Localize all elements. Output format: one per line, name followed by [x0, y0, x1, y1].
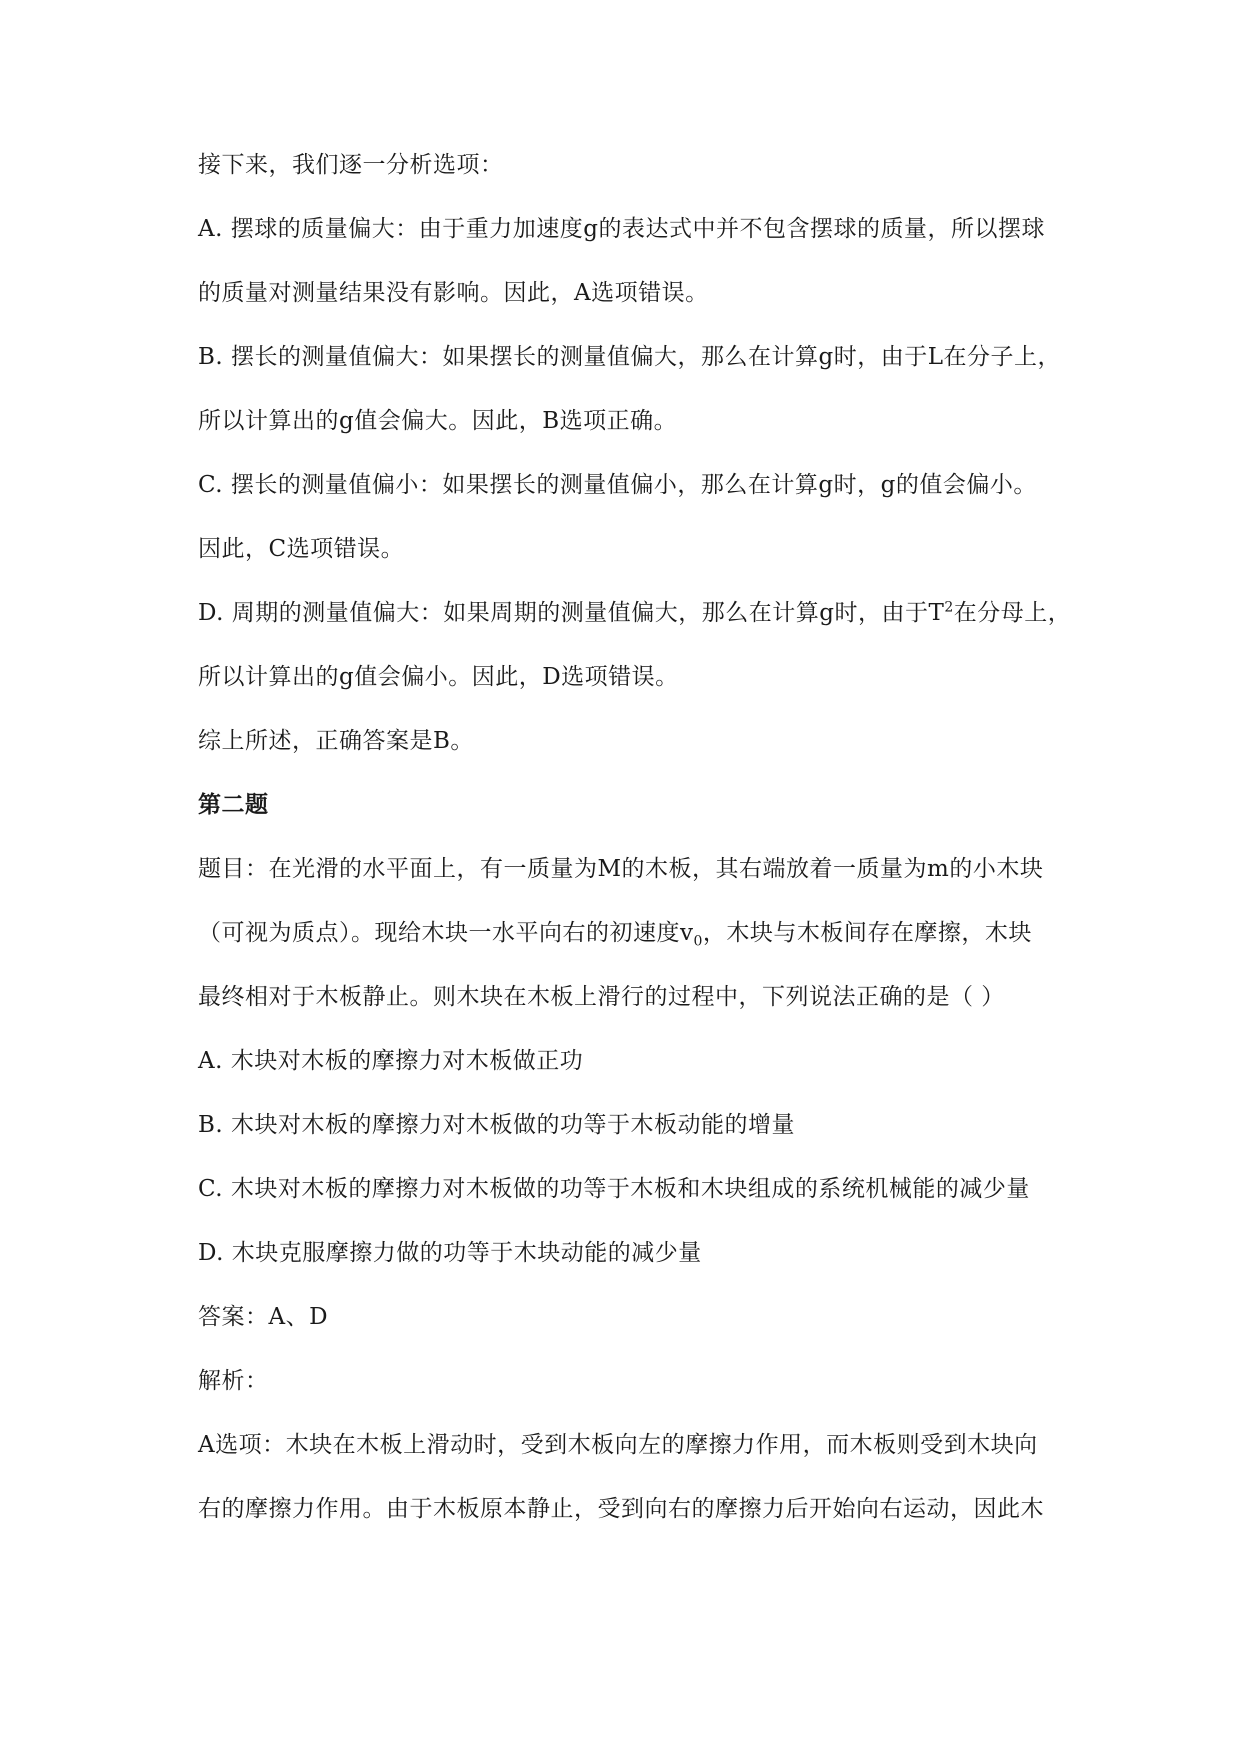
q1-conclusion: 综上所述，正确答案是B。: [198, 728, 474, 754]
q1-option-b-line-1: B. 摆长的测量值偏大：如果摆长的测量值偏大，那么在计算g时，由于L在分子上，: [198, 344, 1062, 370]
q2-option-a: A. 木块对木板的摩擦力对木板做正功: [198, 1048, 584, 1074]
q2-stem-line-1: 题目：在光滑的水平面上，有一质量为M的木板，其右端放着一质量为m的小木块: [198, 856, 1044, 882]
q1-option-a-line-1: A. 摆球的质量偏大：由于重力加速度g的表达式中并不包含摆球的质量，所以摆球: [198, 216, 1045, 242]
q1-option-d-line-1: [198, 598, 1071, 628]
q2-stem-line-2: [198, 918, 1032, 948]
q1-option-d-text-post: 在分母上，: [953, 600, 1072, 626]
section-heading: 第二题: [198, 791, 269, 818]
q1-option-a-line-2: 的质量对测量结果没有影响。因此，A选项错误。: [198, 280, 709, 306]
q2-option-b: B. 木块对木板的摩擦力对木板做的功等于木板动能的增量: [198, 1112, 796, 1138]
q2-option-d: D. 木块克服摩擦力做的功等于木块动能的减少量: [198, 1240, 702, 1266]
q2-answer: 答案：A、D: [198, 1304, 329, 1330]
q2-option-c: C. 木块对木板的摩擦力对木板做的功等于木板和木块组成的系统机械能的减少量: [198, 1176, 1030, 1202]
q1-option-c-line-1: C. 摆长的测量值偏小：如果摆长的测量值偏小，那么在计算g时，g的值会偏小。: [198, 472, 1037, 498]
q1-option-c-line-2: 因此，C选项错误。: [198, 536, 405, 562]
q2-analysis-line-1: A选项：木块在木板上滑动时，受到木板向左的摩擦力作用，而木板则受到木块向: [198, 1432, 1038, 1458]
q2-stem-line-3: 最终相对于木板静止。则木块在木板上滑行的过程中，下列说法正确的是（ ）: [198, 984, 1005, 1010]
q2-analysis-label: 解析：: [198, 1368, 269, 1394]
q2-stem-text-post: ，木块与木板间存在摩擦，木块: [702, 920, 1032, 946]
q2-analysis-line-2: 右的摩擦力作用。由于木板原本静止，受到向右的摩擦力后开始向右运动，因此木: [198, 1496, 1044, 1522]
q2-stem-text-pre: （可视为质点）。现给木块一水平向右的初速度v: [198, 920, 694, 946]
q1-option-d-text-pre: D. 周期的测量值偏大：如果周期的测量值偏大，那么在计算g时，由于T: [198, 600, 945, 626]
superscript-2: 2: [944, 599, 954, 616]
subscript-0: 0: [693, 933, 703, 950]
intro-line: 接下来，我们逐一分析选项：: [198, 152, 504, 178]
q1-option-d-line-2: 所以计算出的g值会偏小。因此，D选项错误。: [198, 664, 679, 690]
q1-option-b-line-2: 所以计算出的g值会偏大。因此，B选项正确。: [198, 408, 678, 434]
